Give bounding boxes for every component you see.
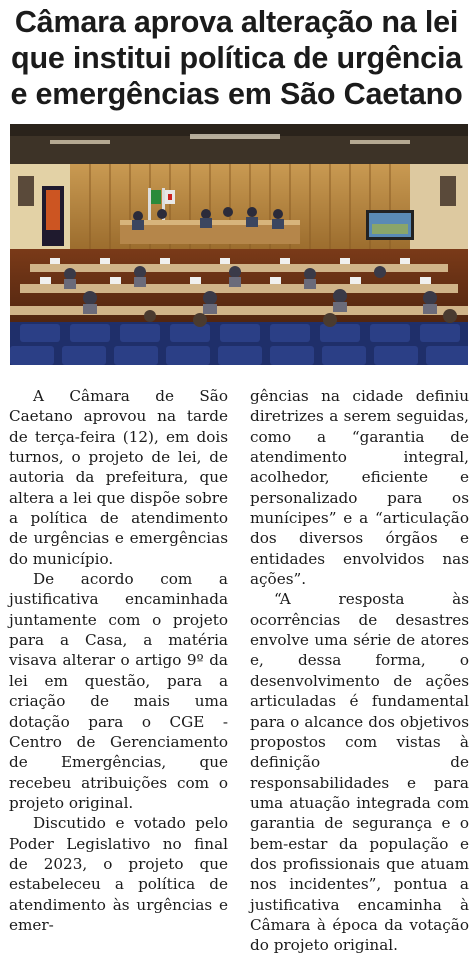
headline: Câmara aprova alteração na lei que institui política de urgência e emergências em São Caetano <box>10 5 463 111</box>
paragraph: gências na cidade definiu diretrizes a serem seguidas, como a “garantia de atendimento integral, acolhedor, eficiente e personalizado para os munícipes” e a “articulação dos diversos órgãos e entidades envolvidos nas ações”. <box>250 387 469 589</box>
paragraph: De acordo com a justificativa encaminhada juntamente com o projeto para a Casa, a matéria visava alterar o artigo 9º da lei em questão, para a criação de mais uma dotação para o CGE - Centro de Gerenciamento de Emergências, que recebeu atribuições com o projeto original. <box>9 570 228 812</box>
article-column-left <box>9 386 228 935</box>
paragraph: Discutido e votado pelo Poder Legislativo no final de 2023, o projeto que estabeleceu a política de atendimento às urgências e emer- <box>9 814 228 934</box>
paragraph: A Câmara de São Caetano aprovou na tarde de terça-feira (12), em dois turnos, o projeto de lei, de autoria da prefeitura, que altera a lei que dispõe sobre a política de atendimento de urgências e emergências do município. <box>9 387 228 568</box>
paragraph: “A resposta às ocorrências de desastres envolve uma série de atores e, dessa forma, o desenvolvimento de ações articuladas é fundamental para o alcance dos objetivos propostos com vistas à definição de responsabilidades e para uma atuação integrada com garantia de segurança e o bem-estar da população e dos profissionais que atuam nos incidentes”, pontua a justificativa encaminha à Câmara à época da votação do projeto original. <box>250 590 469 955</box>
chamber-session-photo <box>10 124 468 365</box>
article-column-right <box>250 386 469 956</box>
